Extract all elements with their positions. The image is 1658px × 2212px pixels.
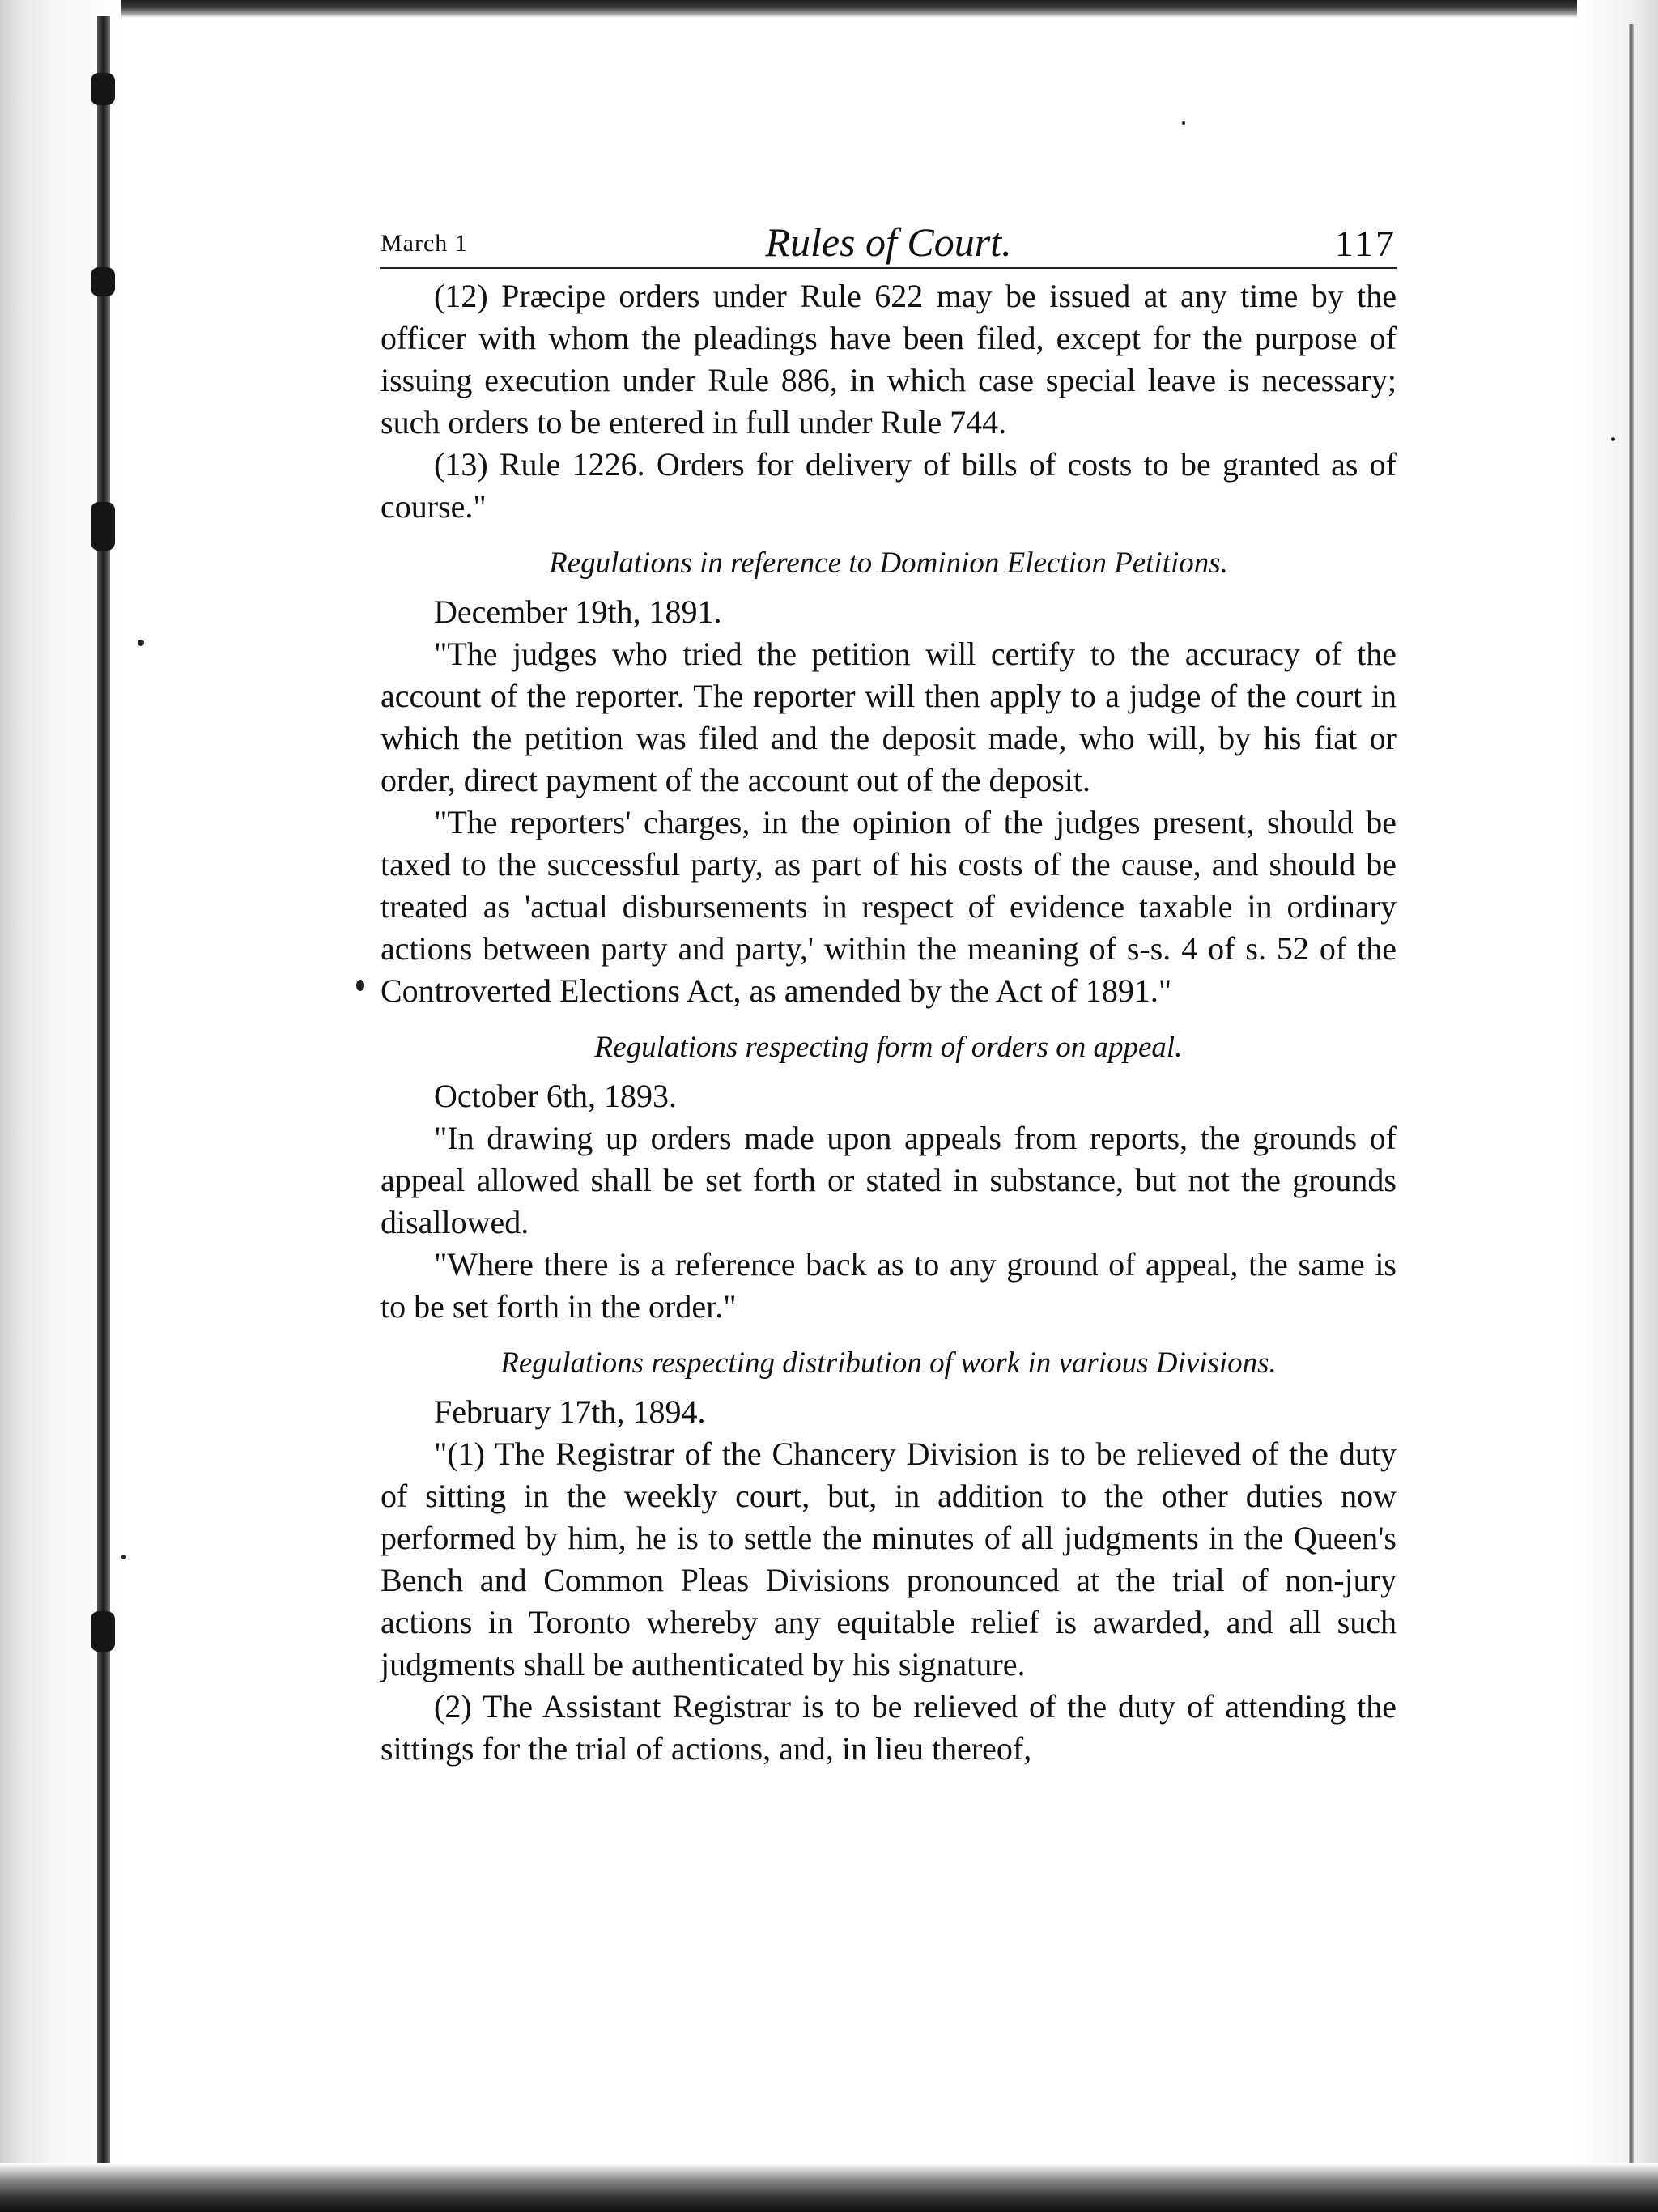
date-appeal: October 6th, 1893. [434, 1078, 677, 1114]
spine-mark [91, 73, 115, 105]
paragraph-appeal-1: "In drawing up orders made upon appeals from reports, the grounds of appeal allowed shall be set forth or stated in substance, but not the grounds disallowed. [380, 1120, 1397, 1240]
paragraph-appeal-2: "Where there is a reference back as to any ground of appeal, the same is to be set forth in the order." [380, 1246, 1397, 1325]
running-head [380, 219, 1397, 269]
scan-edge-right-line [1629, 24, 1634, 2178]
date-divisions: February 17th, 1894. [434, 1393, 706, 1430]
spine-mark [91, 267, 115, 296]
section-heading-orders-on-appeal: Regulations respecting form of orders on appeal. [594, 1031, 1183, 1064]
paragraph-rule-12: (12) Præcipe orders under Rule 622 may be issued at any time by the officer with whom the pleadings have been filed, except for the purpose of issuing execution under Rule 886, in which case special leave is necessary; such orders to be entered in full under Rule 744. [380, 278, 1397, 440]
section-heading-election-petitions: Regulations in reference to Dominion Election Petitions. [549, 547, 1228, 580]
date-election: December 19th, 1891. [434, 593, 722, 630]
spine-mark [91, 502, 115, 551]
scan-edge-bottom [0, 2163, 1658, 2212]
page-number: 117 [1334, 223, 1397, 264]
paragraph-divisions-2: (2) The Assistant Registrar is to be relieved of the duty of attending the sittings for the trial of actions, and, in lieu thereof, [380, 1688, 1397, 1767]
paragraph-election-2: "The reporters' charges, in the opinion of the judges present, should be taxed to the successful party, as part of his costs of the cause, and should be treated as 'actual disbursements in respect of evidence taxable in ordinary actions between party and party,' within the meaning of s-s. 4 of s. 52 of the Controverted Elections Act, as amended by the Act of 1891." [380, 804, 1397, 1009]
scan-speck [356, 980, 364, 991]
book-spine-shadow [97, 16, 110, 2194]
header-date: March 1 [380, 230, 468, 257]
page-body [380, 275, 1397, 1770]
paragraph-divisions-1: "(1) The Registrar of the Chancery Division is to be relieved of the duty of sitting in the weekly court, but, in addition to the other duties now performed by him, he is to settle the minutes of all judgments in the Queen's Bench and Common Pleas Divisions pronounced at the trial of non-jury actions in Toronto whereby any equitable relief is awarded, and all such judgments shall be authenticated by his signature. [380, 1436, 1397, 1682]
scan-edge-right [1577, 0, 1658, 2212]
section-heading-distribution-of-work: Regulations respecting distribution of work in various Divisions. [500, 1346, 1277, 1380]
paragraph-election-1: "The judges who tried the petition will certify to the accuracy of the account of the reporter. The reporter will then apply to a judge of the court in which the petition was filed and the deposit made, who will, by his fiat or order, direct payment of the account out of the deposit. [380, 636, 1397, 798]
paragraph-rule-13: (13) Rule 1226. Orders for delivery of bills of costs to be granted as of course." [380, 446, 1397, 525]
scan-speck [138, 640, 144, 646]
scan-edge-top [0, 0, 1658, 18]
page-title: Rules of Court. [765, 219, 1012, 265]
scan-speck [1182, 121, 1185, 125]
spine-mark [91, 1611, 115, 1652]
scan-speck [121, 1555, 126, 1559]
scan-speck [1611, 437, 1615, 441]
header-rule [380, 267, 1397, 269]
